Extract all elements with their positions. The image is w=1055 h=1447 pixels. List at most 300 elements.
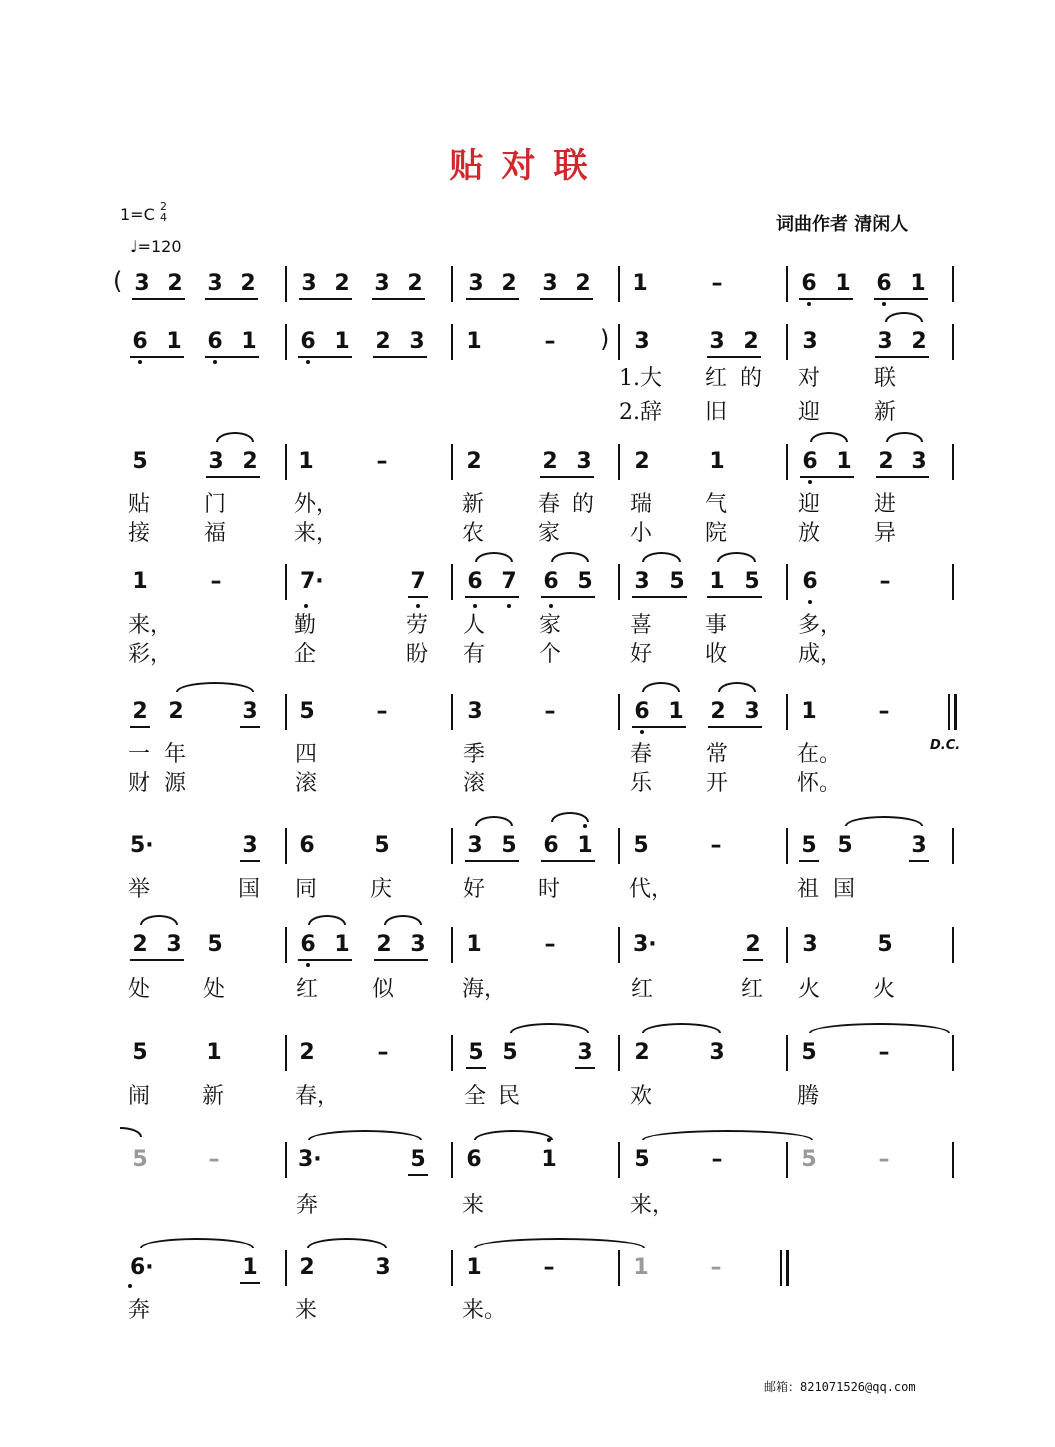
beam-underline <box>374 959 428 961</box>
lyric-char: 国 <box>238 877 261 902</box>
barline <box>618 324 620 360</box>
barline <box>786 444 788 480</box>
note: 2 <box>575 271 591 296</box>
note: 3 <box>634 329 650 354</box>
octave-dot-low <box>128 1284 132 1288</box>
lyric-char: 奔 <box>296 1193 319 1218</box>
note: 3 <box>744 699 760 724</box>
lyric-char: 财 <box>128 771 151 796</box>
note: 5 <box>501 833 517 858</box>
lyric-char: 福 <box>204 521 227 546</box>
note: 2 <box>466 449 482 474</box>
lyric-char: 彩， <box>128 642 173 667</box>
note: 6 <box>466 1147 482 1172</box>
note: 5 <box>374 833 390 858</box>
lyric-char: 来 <box>295 1298 318 1323</box>
note: 2 <box>168 699 184 724</box>
barline <box>952 828 954 864</box>
key-signature: 1=C <box>120 205 155 224</box>
octave-dot-low <box>808 480 812 484</box>
barline <box>786 694 788 730</box>
lyric-char: 异 <box>874 521 897 546</box>
lyric-char: 季 <box>463 742 486 767</box>
beam-underline <box>465 860 519 862</box>
beam-underline <box>130 726 150 728</box>
note: 1 <box>206 1040 222 1065</box>
barline <box>451 266 453 302</box>
lyric-char: 多， <box>798 613 843 638</box>
lyric-char: 四 <box>295 742 318 767</box>
lyric-char: 红 <box>631 977 654 1002</box>
tie-continuation <box>120 1127 142 1137</box>
beam-underline <box>875 356 929 358</box>
note: 1 <box>541 1147 557 1172</box>
tie-slur <box>140 1238 254 1248</box>
barline <box>952 1142 954 1178</box>
note: 2 <box>878 449 894 474</box>
note: 3 <box>207 271 223 296</box>
song-title: 贴对联 <box>449 146 606 186</box>
lyric-char: 事 <box>705 613 728 638</box>
barline <box>451 694 453 730</box>
note: 6 <box>300 329 316 354</box>
note: 1 <box>668 699 684 724</box>
note: 2 <box>299 1040 315 1065</box>
note: 3 <box>877 329 893 354</box>
beam-underline <box>874 298 928 300</box>
lyric-char: 来 <box>462 1193 485 1218</box>
beam-underline <box>408 596 428 598</box>
lyric-char: 海， <box>462 977 507 1002</box>
lyric-char: 红 <box>705 366 728 391</box>
barline <box>451 927 453 963</box>
final-barline-thin <box>780 1250 782 1286</box>
barline <box>618 1250 620 1286</box>
note: 2 <box>407 271 423 296</box>
note: 5 <box>299 699 315 724</box>
lyric-char: 2.辞 <box>619 400 662 425</box>
note: 6 <box>467 569 483 594</box>
note: 2 <box>132 699 148 724</box>
lyric-char: 贴 <box>128 492 151 517</box>
beam-underline <box>130 959 184 961</box>
lyric-char: 瑞 <box>630 492 653 517</box>
octave-dot-low <box>549 604 553 608</box>
note: 6· <box>130 1255 154 1280</box>
note: 2 <box>375 329 391 354</box>
lyric-char: 新 <box>202 1084 225 1109</box>
octave-dot-low <box>138 360 142 364</box>
author-credit: 词曲作者 清闲人 <box>776 214 909 235</box>
note: 3 <box>409 329 425 354</box>
note: 6 <box>543 569 559 594</box>
lyric-char: 春， <box>295 1084 340 1109</box>
note: 2 <box>745 932 761 957</box>
lyric-char: 迎 <box>798 400 821 425</box>
note: 1 <box>242 1255 258 1280</box>
barline <box>285 266 287 302</box>
lyric-char: 国 <box>833 877 856 902</box>
note: 3 <box>802 329 818 354</box>
tie-slur <box>642 682 680 692</box>
note: – <box>544 699 556 724</box>
note: 5 <box>634 1147 650 1172</box>
note: 5 <box>744 569 760 594</box>
barline <box>285 444 287 480</box>
note: 3 <box>577 1040 593 1065</box>
note: 1 <box>334 932 350 957</box>
lyric-char: 个 <box>539 642 562 667</box>
lyric-char: 新 <box>874 400 897 425</box>
note: 3 <box>242 833 258 858</box>
note: 2 <box>334 271 350 296</box>
note: 6 <box>132 329 148 354</box>
note: 5 <box>207 932 223 957</box>
barline <box>618 828 620 864</box>
lyric-char: 的 <box>740 366 763 391</box>
beam-underline <box>205 298 258 300</box>
lyric-char: 院 <box>705 521 728 546</box>
note: 2 <box>376 932 392 957</box>
note: – <box>878 699 890 724</box>
lyric-char: 源 <box>164 771 187 796</box>
note: 1 <box>633 1255 649 1280</box>
note: 5 <box>577 569 593 594</box>
open-paren: ( <box>113 267 123 295</box>
lyric-char: 农 <box>462 521 485 546</box>
lyric-char: 来， <box>630 1193 675 1218</box>
tie-slur <box>642 1130 813 1140</box>
lyric-char: 人 <box>463 613 486 638</box>
note: 1 <box>577 833 593 858</box>
note: 3 <box>802 932 818 957</box>
lyric-char: 来， <box>294 521 339 546</box>
beam-underline <box>205 356 259 358</box>
lyric-char: 对 <box>798 366 821 391</box>
octave-dot-low <box>507 604 511 608</box>
barline <box>618 444 620 480</box>
barline <box>285 927 287 963</box>
note: 3 <box>375 1255 391 1280</box>
beam-underline <box>909 860 929 862</box>
barline <box>451 564 453 600</box>
lyric-char: 滚 <box>295 771 318 796</box>
octave-dot-low <box>882 302 886 306</box>
note: – <box>878 1040 890 1065</box>
note: 5 <box>410 1147 426 1172</box>
beam-underline <box>632 596 687 598</box>
note: 5· <box>130 833 154 858</box>
lyric-char: 民 <box>498 1084 521 1109</box>
note: 1 <box>132 569 148 594</box>
note: 1 <box>298 449 314 474</box>
note: 5 <box>801 1147 817 1172</box>
lyric-char: 时 <box>538 877 561 902</box>
note: 1 <box>466 329 482 354</box>
octave-dot-low <box>807 302 811 306</box>
barline <box>786 1035 788 1071</box>
note: 5 <box>669 569 685 594</box>
note: 2 <box>743 329 759 354</box>
lyric-char: 接 <box>128 521 151 546</box>
tie-slur <box>642 1023 721 1033</box>
lyric-char: 劳 <box>406 613 429 638</box>
tie-slur <box>140 915 178 925</box>
lyric-char: 春 <box>630 742 653 767</box>
lyric-char: 火 <box>798 977 821 1002</box>
tie-slur <box>717 552 756 562</box>
note: 1 <box>836 449 852 474</box>
note: 5 <box>877 932 893 957</box>
barline <box>952 324 954 360</box>
dc-mark: D.C. <box>930 738 961 753</box>
lyric-char: 来。 <box>462 1298 507 1323</box>
beam-underline <box>408 1174 428 1176</box>
lyric-char: 旧 <box>705 400 728 425</box>
tie-slur <box>474 1130 553 1140</box>
barline <box>285 1035 287 1071</box>
note: 5 <box>132 1040 148 1065</box>
beam-underline <box>707 356 761 358</box>
tie-slur <box>886 432 923 442</box>
tie-slur <box>307 1238 387 1248</box>
tie-slur <box>176 682 254 692</box>
tie-slur <box>474 1238 645 1248</box>
octave-dot-low <box>808 600 812 604</box>
note: 5 <box>132 1147 148 1172</box>
tie-slur <box>475 552 513 562</box>
note: 3 <box>911 449 927 474</box>
note: – <box>710 833 722 858</box>
lyric-char: 怀。 <box>797 771 842 796</box>
note: 3 <box>576 449 592 474</box>
note: 1 <box>801 699 817 724</box>
note: 1 <box>632 271 648 296</box>
note: 2 <box>299 1255 315 1280</box>
note: 1 <box>166 329 182 354</box>
barline <box>786 1142 788 1178</box>
tie-slur <box>308 1130 422 1140</box>
note: 6 <box>802 449 818 474</box>
lyric-char: 联 <box>874 366 897 391</box>
note: 3 <box>301 271 317 296</box>
note: 5 <box>502 1040 518 1065</box>
tie-slur <box>551 812 589 822</box>
lyric-char: 小 <box>630 521 653 546</box>
barline <box>285 1250 287 1286</box>
tie-slur <box>551 552 589 562</box>
note: 1 <box>241 329 257 354</box>
beam-underline <box>632 726 686 728</box>
note: 6 <box>801 271 817 296</box>
note: 3· <box>633 932 657 957</box>
lyric-char: 收 <box>705 642 728 667</box>
note: 3 <box>709 1040 725 1065</box>
lyric-char: 火 <box>873 977 896 1002</box>
note: – <box>544 329 556 354</box>
note: – <box>210 569 222 594</box>
barline <box>618 927 620 963</box>
note: – <box>544 932 556 957</box>
tie-slur <box>308 915 346 925</box>
note: 3 <box>911 833 927 858</box>
beam-underline <box>240 1282 260 1284</box>
note: – <box>710 1255 722 1280</box>
note: 6 <box>543 833 559 858</box>
note: 3 <box>374 271 390 296</box>
beam-underline <box>800 476 854 478</box>
lyric-char: 门 <box>204 492 227 517</box>
tie-slur <box>809 1023 950 1033</box>
tie-slur <box>384 915 422 925</box>
barline <box>952 1035 954 1071</box>
lyric-char: 祖 <box>797 877 820 902</box>
tempo-marking: ♩=120 <box>130 237 182 256</box>
note: 1 <box>334 329 350 354</box>
barline <box>285 1142 287 1178</box>
final-barline-thick <box>954 694 957 730</box>
note: 5 <box>801 1040 817 1065</box>
lyric-char: 好 <box>463 877 486 902</box>
beam-underline <box>466 1067 486 1069</box>
lyric-char: 春 <box>538 492 561 517</box>
lyric-char: 奔 <box>128 1298 151 1323</box>
note: – <box>377 1040 389 1065</box>
barline <box>786 266 788 302</box>
barline <box>285 564 287 600</box>
note: 2 <box>911 329 927 354</box>
lyric-char: 喜 <box>630 613 653 638</box>
lyric-char: 欢 <box>630 1084 653 1109</box>
lyric-char: 全 <box>464 1084 487 1109</box>
octave-dot-low <box>416 604 420 608</box>
beam-underline <box>465 596 519 598</box>
note: 2 <box>710 699 726 724</box>
note: 6 <box>876 271 892 296</box>
beam-underline <box>540 298 593 300</box>
lyric-char: 家 <box>539 613 562 638</box>
tie-slur <box>510 1023 589 1033</box>
beam-underline <box>240 860 260 862</box>
barline <box>451 1142 453 1178</box>
lyric-char: 新 <box>462 492 485 517</box>
beam-underline <box>708 726 762 728</box>
note: – <box>879 569 891 594</box>
note: 1 <box>709 449 725 474</box>
octave-dot-low <box>304 604 308 608</box>
note: 2 <box>634 449 650 474</box>
beam-underline <box>132 298 185 300</box>
beam-underline <box>206 476 260 478</box>
lyric-char: 处 <box>128 977 151 1002</box>
beam-underline <box>799 860 819 862</box>
note: 2 <box>542 449 558 474</box>
note: 5 <box>132 449 148 474</box>
note: – <box>376 699 388 724</box>
lyric-char: 红 <box>741 977 764 1002</box>
barline <box>618 1142 620 1178</box>
beam-underline <box>372 298 425 300</box>
lyric-char: 迎 <box>798 492 821 517</box>
lyric-char: 乐 <box>630 771 653 796</box>
lyric-char: 1.大 <box>619 366 662 391</box>
note: 3· <box>298 1147 322 1172</box>
barline <box>952 266 954 302</box>
lyric-char: 处 <box>203 977 226 1002</box>
final-barline-thick <box>786 1250 789 1286</box>
note: 5 <box>468 1040 484 1065</box>
beam-underline <box>541 596 595 598</box>
lyric-char: 闹 <box>128 1084 151 1109</box>
note: 3 <box>134 271 150 296</box>
barline <box>786 828 788 864</box>
lyric-char: 企 <box>294 642 317 667</box>
tie-slur <box>810 432 848 442</box>
lyric-char: 外， <box>294 492 339 517</box>
barline <box>285 694 287 730</box>
lyric-char: 勤 <box>294 613 317 638</box>
note: 5 <box>633 833 649 858</box>
note: – <box>711 1147 723 1172</box>
note: 1 <box>835 271 851 296</box>
octave-dot-low <box>640 730 644 734</box>
lyric-char: 好 <box>630 642 653 667</box>
note: 6 <box>207 329 223 354</box>
final-barline-thin <box>948 694 950 730</box>
note: 1 <box>910 271 926 296</box>
note: 6 <box>634 699 650 724</box>
note: 7 <box>410 569 426 594</box>
note: 6 <box>300 932 316 957</box>
beam-underline <box>707 596 762 598</box>
lyric-char: 进 <box>874 492 897 517</box>
note: 5 <box>801 833 817 858</box>
beam-underline <box>540 476 594 478</box>
lyric-char: 来， <box>128 613 173 638</box>
note: 6 <box>299 833 315 858</box>
note: 3 <box>467 833 483 858</box>
barline <box>786 564 788 600</box>
note: 3 <box>709 329 725 354</box>
barline <box>618 266 620 302</box>
lyric-char: 常 <box>706 742 729 767</box>
note: 5 <box>837 833 853 858</box>
barline <box>451 1035 453 1071</box>
lyric-char: 年 <box>164 742 187 767</box>
note: 2 <box>501 271 517 296</box>
lyric-char: 在。 <box>797 742 842 767</box>
octave-dot-low <box>306 963 310 967</box>
lyric-char: 举 <box>128 877 151 902</box>
note: 7· <box>300 569 324 594</box>
barline <box>618 694 620 730</box>
octave-dot-low <box>213 360 217 364</box>
tie-slur <box>885 312 923 322</box>
note: 1 <box>466 932 482 957</box>
note: – <box>543 1255 555 1280</box>
note: – <box>208 1147 220 1172</box>
lyric-char: 盼 <box>406 642 429 667</box>
note: 2 <box>634 1040 650 1065</box>
note: 2 <box>242 449 258 474</box>
close-paren: ) <box>600 325 610 353</box>
beam-underline <box>240 726 260 728</box>
beam-underline <box>466 298 519 300</box>
lyric-char: 似 <box>372 977 395 1002</box>
note: – <box>878 1147 890 1172</box>
note: – <box>711 271 723 296</box>
note: 2 <box>132 932 148 957</box>
